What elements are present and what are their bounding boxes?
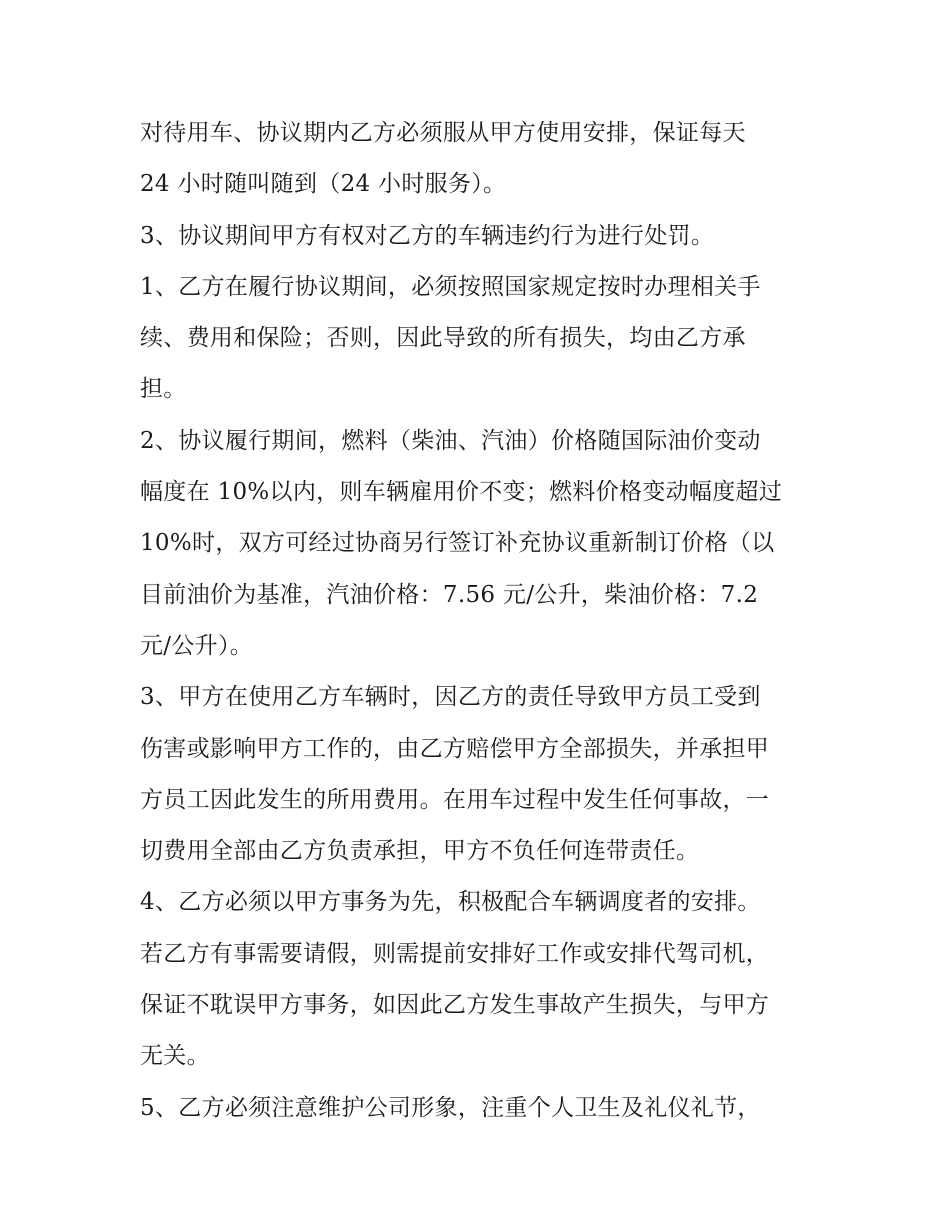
text-line: 切费用全部由乙方负责承担，甲方不负任何连带责任。 (140, 838, 700, 865)
text-line: 续、费用和保险；否则，因此导致的所有损失，均由乙方承 (140, 325, 746, 352)
text-line: 保证不耽误甲方事务，如因此乙方发生事故产生损失，与甲方 (140, 992, 770, 1019)
document-body (140, 108, 820, 1134)
text-line: 若乙方有事需要请假，则需提前安排好工作或安排代驾司机， (140, 940, 770, 967)
text-line: 2、协议履行期间，燃料（柴油、汽油）价格随国际油价变动 (140, 427, 761, 454)
text-line: 4、乙方必须以甲方事务为先，积极配合车辆调度者的安排。 (140, 889, 761, 916)
text-line: 伤害或影响甲方工作的，由乙方赔偿甲方全部损失，并承担甲 (140, 735, 770, 762)
text-line: 5、乙方必须注意维护公司形象，注重个人卫生及礼仪礼节， (140, 1094, 761, 1121)
text-line: 10%时，双方可经过协商另行签订补充协议重新制订价格（以 (140, 530, 775, 557)
text-line: 对待用车、协议期内乙方必须服从甲方使用安排，保证每天 (140, 120, 746, 146)
text-line: 担。 (140, 376, 187, 403)
text-line: 无关。 (140, 1043, 210, 1070)
text-line: 目前油价为基准，汽油价格：7.56 元/公升，柴油价格：7.2 (140, 581, 759, 608)
text-line: 1、乙方在履行协议期间，必须按照国家规定按时办理相关手 (140, 273, 761, 300)
text-line: 元/公升）。 (140, 632, 254, 659)
text-line: 方员工因此发生的所用费用。在用车过程中发生任何事故，一 (140, 786, 770, 813)
text-line: 3、协议期间甲方有权对乙方的车辆违约行为进行处罚。 (140, 222, 715, 249)
text-line: 幅度在 10%以内，则车辆雇用价不变；燃料价格变动幅度超过 (140, 479, 783, 506)
text-line: 24 小时随叫随到（24 小时服务）。 (140, 171, 507, 198)
text-line: 3、甲方在使用乙方车辆时，因乙方的责任导致甲方员工受到 (140, 684, 761, 711)
